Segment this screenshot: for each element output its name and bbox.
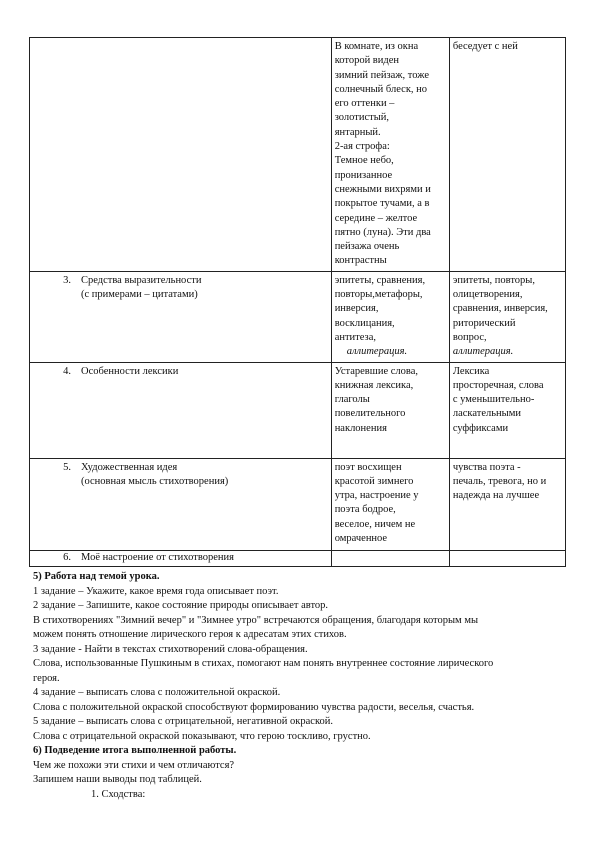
cell-line: Художественная идея: [81, 461, 178, 473]
paragraph-line: Слова, использованные Пушкиным в стихах, помогают нам понять внутреннее состояние лирического: [33, 658, 494, 669]
paragraph-line: 1 задание – Укажите, какое время года описывает поэт.: [33, 585, 279, 597]
paragraph-line: можем понять отношение лирического героя к адресатам этих стихов.: [33, 629, 347, 640]
cell-line: янтарный.: [334, 126, 381, 138]
table-cell: [331, 271, 449, 362]
cell-text: [335, 365, 446, 436]
table-cell: [449, 362, 565, 458]
paragraph-line: 2 задание – Запишите, какое состояние природы описывает автор.: [33, 600, 329, 611]
cell-line: зимний пейзаж, тоже: [334, 69, 430, 81]
cell-text: [453, 40, 562, 54]
cell-line: глаголы: [334, 394, 370, 406]
cell-line: олицетворения,: [452, 289, 523, 301]
cell-line: восклицания,: [334, 317, 395, 329]
cell-line: середине – желтое: [334, 212, 418, 224]
table-cell: [30, 38, 332, 272]
cell-line: (основная мысль стихотворения): [81, 475, 229, 487]
cell-line: Устаревшие слова,: [334, 365, 419, 377]
cell-line: инверсия,: [334, 303, 379, 315]
cell-line: которой виден: [334, 55, 400, 67]
cell-line: риторический: [452, 317, 516, 329]
cell-text: [453, 365, 562, 436]
cell-line: (с примерами – цитатами): [81, 289, 198, 301]
table-cell: [331, 458, 449, 550]
table-cell: [30, 271, 332, 362]
cell-line: покрытое тучами, а в: [334, 198, 430, 210]
cell-line: 2-ая строфа:: [334, 141, 390, 153]
table-cell: [449, 458, 565, 550]
row-label: [81, 274, 201, 303]
cell-line: Лексика: [452, 365, 490, 377]
paragraph-line: 3 задание - Найти в текстах стихотворений слова-обращения.: [33, 643, 308, 655]
paragraph-line: 4 задание – выписать слова с положительной окраской.: [33, 687, 281, 698]
cell-line: чувства поэта -: [452, 461, 521, 473]
section-heading: 5) Работа над темой урока.: [33, 571, 160, 582]
table-cell: [449, 550, 565, 566]
row-label: [81, 551, 234, 565]
cell-text: [335, 40, 446, 269]
cell-line: книжная лексика,: [334, 379, 414, 391]
paragraph-line: Слова с положительной окраской способствуют формированию чувства радости, веселья, счастья.: [33, 701, 475, 713]
cell-line: золотистый,: [334, 112, 389, 124]
row-label: [81, 365, 178, 379]
cell-text-italic: аллитерация.: [346, 346, 408, 358]
cell-line: снежными вихрями и: [334, 183, 431, 195]
cell-text: [453, 461, 562, 504]
cell-line: эпитеты, повторы,: [452, 274, 535, 286]
paragraph-line: Запишем наши выводы под таблицей.: [33, 774, 202, 785]
cell-line: поэт восхищен: [334, 461, 402, 473]
cell-line: суффиксами: [452, 422, 509, 434]
cell-text: [335, 461, 446, 547]
table-cell: [449, 271, 565, 362]
paragraph-line: 5 задание – выписать слова с отрицательной, негативной окраской.: [33, 716, 334, 727]
cell-line: пронизанное: [334, 169, 393, 181]
analysis-table: [29, 37, 566, 567]
lesson-text: [33, 570, 568, 802]
cell-line: сравнения, инверсия,: [452, 303, 548, 315]
cell-line: печаль, тревога, но и: [452, 475, 547, 487]
list-item: 1. Сходства:: [91, 788, 146, 800]
row-number: 5.: [63, 461, 71, 473]
cell-text: [335, 274, 446, 345]
table-row: [30, 550, 566, 566]
table-row: [30, 271, 566, 362]
cell-line: омраченное: [334, 533, 388, 545]
table-cell: [331, 362, 449, 458]
row-number: 4.: [63, 365, 71, 377]
cell-line: пейзажа очень: [334, 241, 400, 253]
section-heading: 6) Подведение итога выполненной работы.: [33, 745, 237, 756]
table-cell: [30, 362, 332, 458]
cell-line: контрастны: [334, 255, 387, 267]
cell-line: наклонения: [334, 422, 387, 434]
table-row: [30, 458, 566, 550]
cell-line: просторечная, слова: [452, 379, 544, 391]
cell-line: повторы,метафоры,: [334, 289, 423, 301]
cell-line: с уменьшительно-: [452, 394, 535, 406]
cell-line: солнечный блеск, но: [334, 83, 428, 95]
cell-line: В комнате, из окна: [334, 41, 419, 52]
paragraph-line: героя.: [33, 672, 60, 684]
cell-text-italic: аллитерация.: [452, 346, 514, 358]
row-number: 6.: [63, 551, 71, 563]
cell-line: антитеза,: [334, 331, 376, 343]
table-row: [30, 362, 566, 458]
cell-text: [453, 274, 562, 345]
cell-line: поэта бодрое,: [334, 504, 396, 516]
table-cell: [30, 550, 332, 566]
cell-line: ласкательными: [452, 408, 521, 420]
cell-line: его оттенки –: [334, 98, 395, 110]
table-row: [30, 38, 566, 272]
paragraph-line: Чем же похожи эти стихи и чем отличаются?: [33, 759, 235, 771]
cell-line: пятно (луна). Эти два: [334, 226, 431, 238]
row-number: 3.: [63, 274, 71, 286]
cell-line: красотой зимнего: [334, 475, 414, 487]
table-cell: [331, 550, 449, 566]
table-cell: [331, 38, 449, 272]
paragraph-line: Слова с отрицательной окраской показывают, что герою тоскливо, грустно.: [33, 730, 371, 742]
cell-line: Средства выразительности: [81, 274, 202, 286]
cell-line: Темное небо,: [334, 155, 394, 167]
cell-line: повелительного: [334, 408, 406, 420]
cell-line: надежда на лучшее: [452, 490, 540, 502]
cell-line: веселое, ничем не: [334, 518, 416, 530]
cell-line: утра, настроение у: [334, 490, 419, 502]
row-label: [81, 461, 228, 490]
cell-line: Особенности лексики: [81, 365, 179, 377]
cell-line: эпитеты, сравнения,: [334, 274, 426, 286]
paragraph-line: В стихотворениях "Зимний вечер" и "Зимнее утро" встречаются обращения, благодаря которым мы: [33, 614, 479, 626]
cell-line: беседует с ней: [452, 41, 518, 52]
table-cell: [30, 458, 332, 550]
cell-line: Моё настроение от стихотворения: [81, 551, 234, 563]
cell-line: вопрос,: [452, 331, 487, 343]
table-cell: [449, 38, 565, 272]
